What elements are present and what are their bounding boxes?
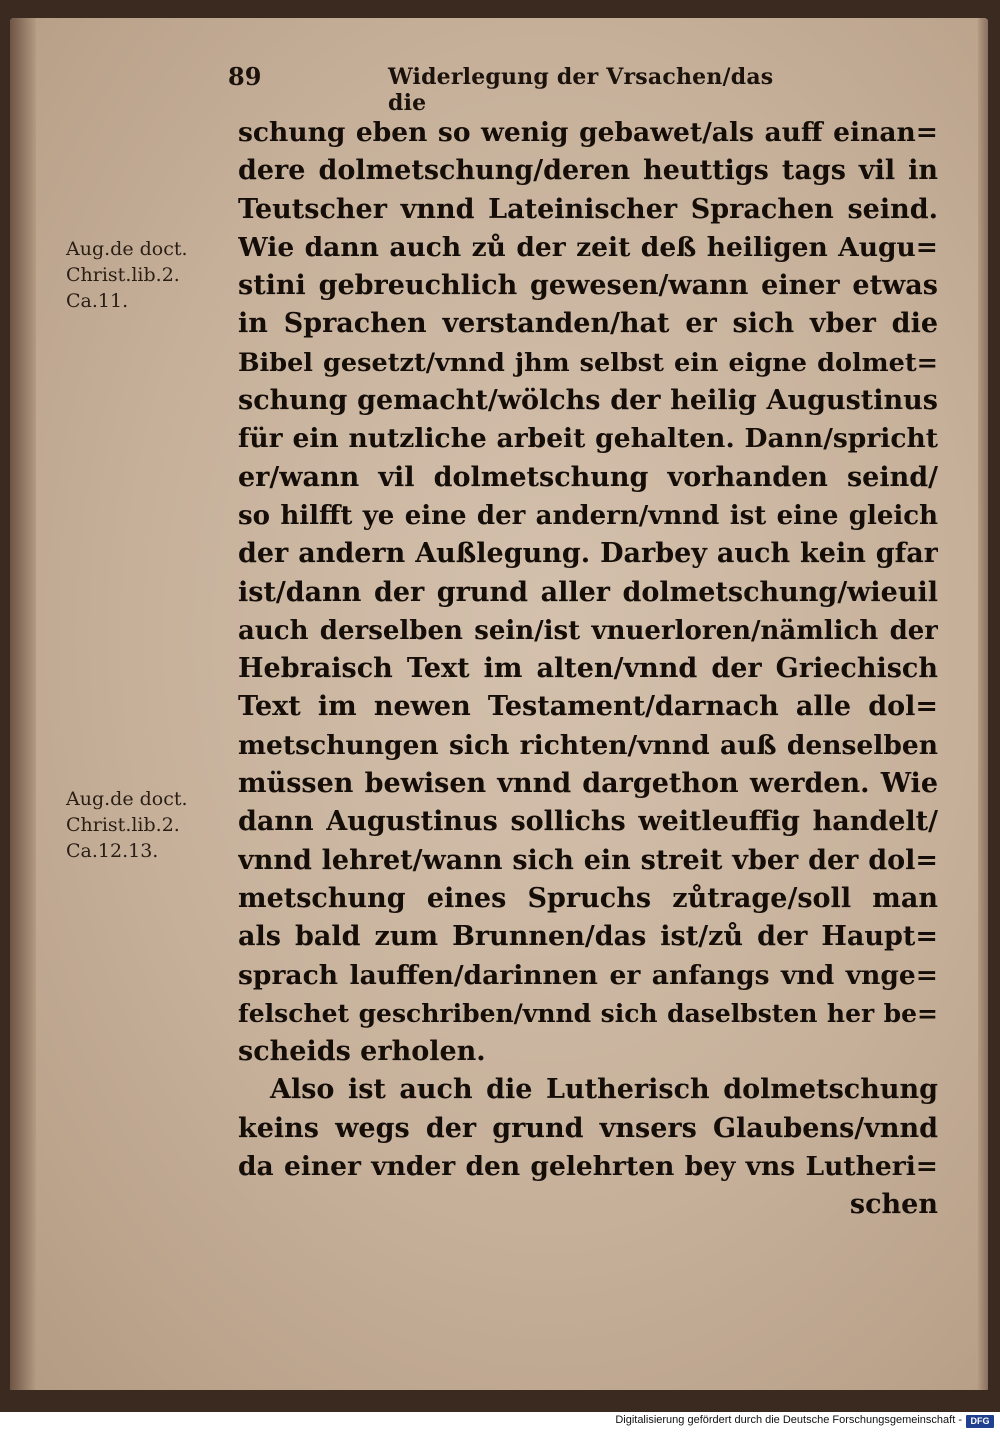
- page-number: 89: [228, 62, 262, 91]
- text-line: Teutscher vnnd Lateinischer Sprachen seind.: [238, 193, 938, 225]
- text-line: schung eben so wenig gebawet/als auff einan=: [238, 117, 938, 148]
- text-line: dere dolmetschung/deren heuttigs tags vil in: [238, 155, 938, 187]
- text-line: da einer vnder den gelehrten bey vns Lutheri=: [238, 1151, 938, 1183]
- text-line: auch derselben sein/ist vnuerloren/nämlich der: [238, 615, 938, 646]
- book-page: [10, 18, 988, 1390]
- footer-bar: [0, 1412, 1000, 1432]
- text-line: Text im newen Testament/darnach alle dol=: [238, 691, 938, 723]
- margin-note-line: Aug.de doct.: [66, 788, 188, 810]
- text-line: metschungen sich richten/vnnd auß denselben: [238, 729, 938, 761]
- funding-credit: Digitalisierung gefördert durch die Deutsche Forschungsgemeinschaft -: [615, 1414, 962, 1426]
- text-line: scheids erholen.: [238, 1036, 486, 1068]
- dfg-logo-icon: DFG: [966, 1415, 994, 1428]
- margin-note-line: Ca.12.13.: [66, 840, 159, 862]
- margin-note-line: Christ.lib.2.: [66, 264, 180, 286]
- text-line: vnnd lehret/wann sich ein streit vber der dol=: [238, 844, 938, 876]
- text-line: Also ist auch die Lutherisch dolmetschung: [270, 1074, 938, 1106]
- margin-note-2: [66, 786, 226, 864]
- text-line: so hilfft ye eine der andern/vnnd ist eine gleich: [238, 500, 938, 531]
- text-line: dann Augustinus sollichs weitleuffig handelt/: [238, 806, 938, 838]
- text-line: für ein nutzliche arbeit gehalten. Dann/spricht: [238, 423, 938, 455]
- body-text: [238, 114, 938, 1225]
- running-head: Widerlegung der Vrsachen/das die: [388, 64, 774, 116]
- catchword: schen: [849, 1189, 938, 1221]
- text-line: metschung eines Spruchs zůtrage/soll man: [238, 882, 938, 914]
- text-line: ist/dann der grund aller dolmetschung/wieuil: [238, 576, 938, 608]
- text-line: der andern Außlegung. Darbey auch kein gfar: [238, 538, 938, 570]
- margin-note-line: Aug.de doct.: [66, 238, 188, 260]
- text-line: felschet geschriben/vnnd sich daselbsten her be=: [238, 998, 938, 1028]
- text-line: keins wegs der grund vnsers Glaubens/vnnd: [238, 1112, 938, 1144]
- text-line: müssen bewisen vnnd dargethon werden. Wie: [238, 768, 938, 800]
- margin-note-line: Ca.11.: [66, 290, 129, 312]
- margin-note-1: [66, 236, 226, 314]
- text-line: Hebraisch Text im alten/vnnd der Griechisch: [238, 653, 938, 685]
- text-line: stini gebreuchlich gewesen/wann einer etwas: [238, 270, 938, 302]
- text-line: Bibel gesetzt/vnnd jhm selbst ein eigne dolmet=: [238, 347, 938, 378]
- text-line: sprach lauffen/darinnen er anfangs vnd vnge=: [238, 959, 938, 991]
- text-line: schung gemacht/wölchs der heilig Augustinus: [238, 385, 938, 417]
- text-line: er/wann vil dolmetschung vorhanden seind/: [238, 461, 938, 493]
- text-line: in Sprachen verstanden/hat er sich vber die: [238, 308, 938, 340]
- text-line: als bald zum Brunnen/das ist/zů der Haupt=: [238, 921, 938, 953]
- text-line: Wie dann auch zů der zeit deß heiligen Augu=: [238, 231, 938, 263]
- page-edge-shadow: [978, 18, 988, 1390]
- margin-note-line: Christ.lib.2.: [66, 814, 180, 836]
- page-gutter-shadow: [10, 18, 36, 1390]
- page-header: [228, 62, 788, 116]
